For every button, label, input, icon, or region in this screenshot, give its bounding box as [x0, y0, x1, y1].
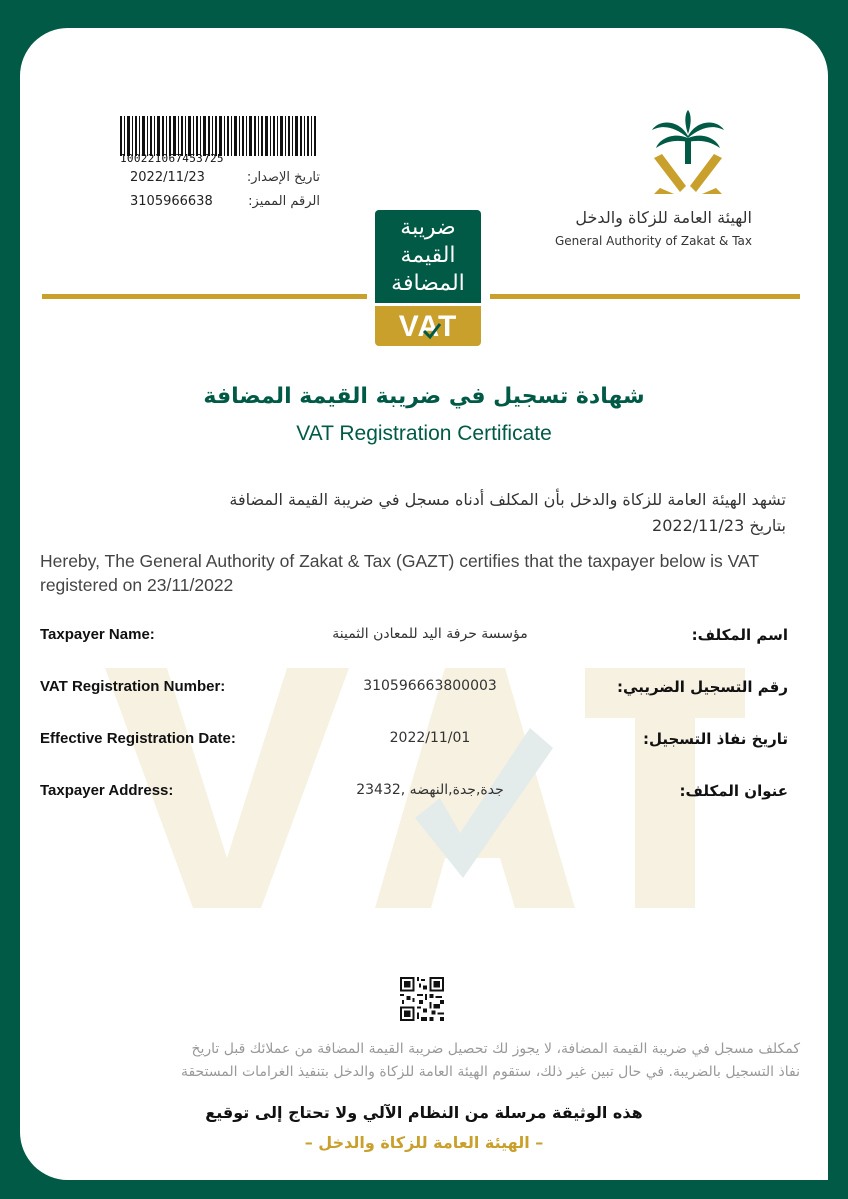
gold-divider-right	[490, 294, 800, 299]
org-name-en: General Authority of Zakat & Tax	[555, 234, 752, 248]
issue-date-row	[130, 170, 320, 185]
field-label-ar: اسم المكلف:	[691, 626, 788, 644]
field-value: جدة,جدة,النهضه ,23432	[356, 782, 504, 798]
intro-ar-line2: بتاريخ 2022/11/23	[652, 516, 786, 535]
palm-logo-icon	[648, 108, 728, 198]
footnote-line1: كمكلف مسجل في ضريبة القيمة المضافة، لا يجوز لك تحصيل ضريبة القيمة المضافة من عملائك قبل تاريخ	[191, 1041, 800, 1057]
field-taxpayer-name	[40, 626, 808, 652]
vat-badge-line3: المضافة	[391, 271, 465, 296]
field-taxpayer-address	[40, 782, 808, 808]
field-label-en: Taxpayer Name:	[40, 626, 155, 643]
field-vat-number	[40, 678, 808, 704]
certificate-card	[20, 28, 828, 1180]
title-ar: شهادة تسجيل في ضريبة القيمة المضافة	[203, 384, 645, 409]
field-value: 2022/11/01	[389, 730, 471, 746]
field-label-en: VAT Registration Number:	[40, 678, 226, 695]
vat-badge-text: VAT	[398, 310, 458, 343]
vat-badge-line2: القيمة	[400, 243, 456, 268]
barcode	[120, 116, 316, 156]
field-label-en: Effective Registration Date:	[40, 730, 236, 747]
vat-badge	[375, 210, 481, 346]
title-en: VAT Registration Certificate	[296, 422, 552, 445]
field-value: مؤسسة حرفة اليد للمعادن الثمينة	[332, 626, 528, 642]
unique-number-value: 3105966638	[130, 194, 213, 209]
field-effective-date	[40, 730, 808, 756]
field-value: 310596663800003	[363, 678, 497, 694]
intro-en: Hereby, The General Authority of Zakat & Tax (GAZT) certifies that the taxpayer below is VAT registered on 23/11/2022	[40, 551, 759, 595]
gold-divider-left	[42, 294, 367, 299]
intro-ar-line1: تشهد الهيئة العامة للزكاة والدخل بأن المكلف أدناه مسجل في ضريبة القيمة المضافة	[229, 490, 786, 509]
field-label-ar: تاريخ نفاذ التسجيل:	[642, 730, 788, 748]
unique-number-row	[130, 194, 320, 209]
org-name-ar: الهيئة العامة للزكاة والدخل	[575, 208, 752, 227]
issue-date-value: 2022/11/23	[130, 170, 205, 185]
authority-signature: – الهيئة العامة للزكاة والدخل –	[304, 1133, 544, 1152]
auto-generated-note: هذه الوثيقة مرسلة من النظام الآلي ولا تحتاج إلى توقيع	[205, 1103, 643, 1122]
issue-date-label: تاريخ الإصدار:	[246, 170, 320, 185]
footnote-line2: نفاذ التسجيل بالضريبة. في حال تبين غير ذلك، ستقوم الهيئة العامة للزكاة والدخل بتنفيذ الغرامات المستحقة	[180, 1064, 800, 1080]
vat-badge-arabic	[375, 210, 481, 303]
field-label-en: Taxpayer Address:	[40, 782, 174, 799]
unique-number-label: الرقم المميز:	[248, 194, 320, 209]
field-label-ar: عنوان المكلف:	[679, 782, 788, 800]
vat-badge-latin	[375, 306, 481, 346]
vat-badge-line1: ضريبة	[400, 215, 456, 240]
qr-code	[400, 977, 444, 1021]
checkmark-icon	[422, 322, 442, 340]
field-label-ar: رقم التسجيل الضريبي:	[617, 678, 788, 696]
barcode-number: 100221067453725	[120, 152, 224, 165]
